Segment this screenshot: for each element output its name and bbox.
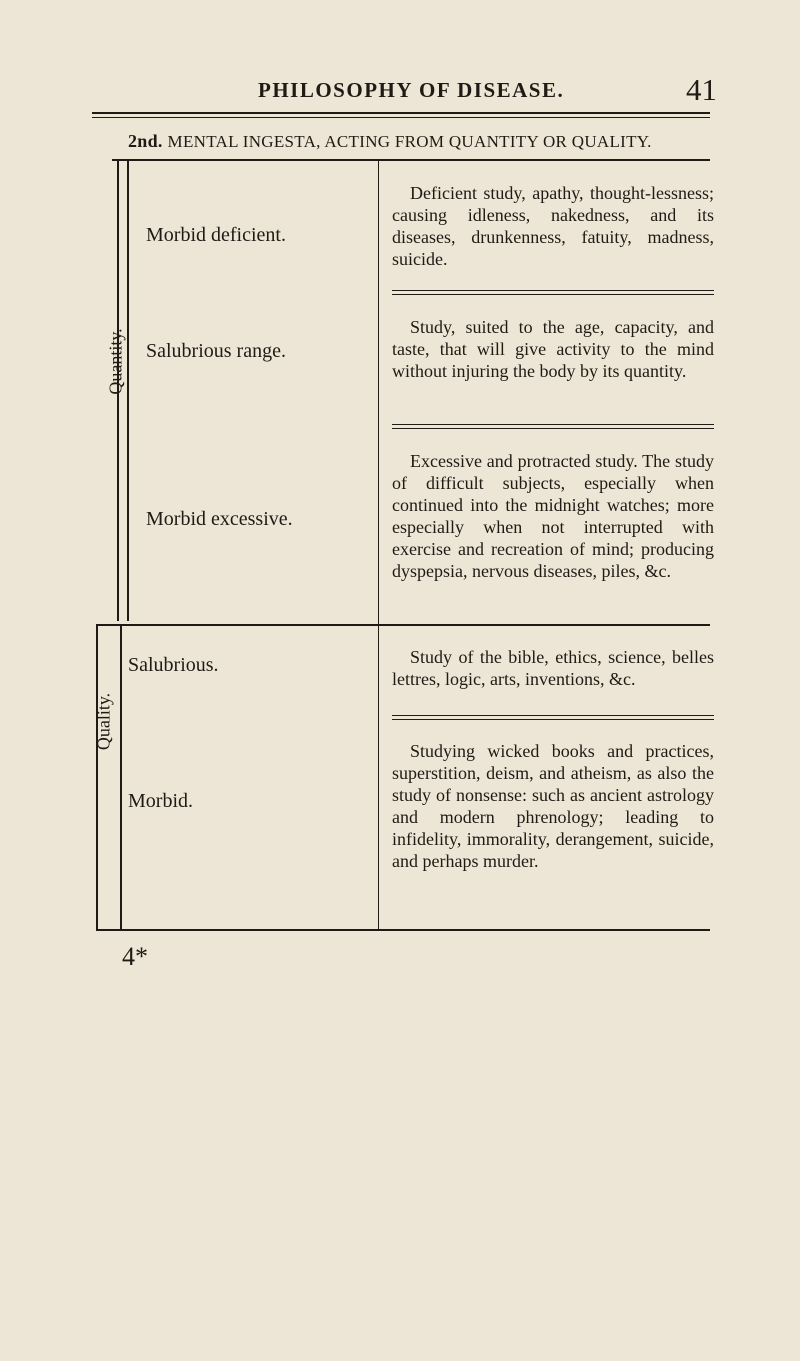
page-number: 41: [686, 72, 717, 107]
description-morbid: Studying wicked books and practices, superstition, deism, and atheism, as also the study of nonsense: such as ancient astrology and modern phrenology; leading to infidelity, immorality, derangement, suicide, and perhaps murder.: [392, 741, 714, 871]
quality-group-label: Quality.: [93, 692, 114, 751]
row-label-morbid-deficient: Morbid deficient.: [146, 224, 286, 246]
table-bottom-rule: [96, 929, 710, 931]
row-label-salubrious-range: Salubrious range.: [146, 340, 286, 362]
quality-bracket-line: [96, 626, 98, 930]
signature-mark: 4*: [122, 942, 148, 971]
row-separator: [392, 719, 714, 720]
row-separator: [392, 428, 714, 429]
section-subtitle: [128, 131, 652, 152]
header-rule-thick: [92, 112, 710, 114]
column-divider-line: [378, 161, 379, 929]
running-head: [0, 72, 800, 108]
quantity-group-label: Quantity.: [105, 328, 126, 395]
header-rule-thin: [92, 117, 710, 118]
row-separator: [392, 424, 714, 425]
row-separator: [392, 294, 714, 295]
description-salubrious-range: Study, suited to the age, capacity, and taste, that will give activity to the mind without injuring the body by its quantity.: [392, 317, 714, 381]
quantity-divider-line: [127, 161, 129, 621]
group-separator-rule: [96, 624, 710, 626]
section-number: 2nd.: [128, 131, 163, 151]
table-top-rule: [112, 159, 710, 161]
running-title: PHILOSOPHY OF DISEASE.: [258, 78, 565, 102]
row-label-morbid-excessive: Morbid excessive.: [146, 508, 293, 530]
row-label-morbid: Morbid.: [128, 790, 193, 812]
quality-divider-line: [120, 626, 122, 930]
description-morbid-excessive: Excessive and protracted study. The study of difficult subjects, especially when continued into the midnight watches; more especially when not interrupted with exercise and recreation of mind; producing dyspepsia, nervous diseases, piles, &c.: [392, 451, 714, 581]
description-morbid-deficient: Deficient study, apathy, thought-lessness; causing idleness, nakedness, and its diseases, drunkenness, fatuity, madness, suicide.: [392, 183, 714, 269]
row-separator: [392, 290, 714, 291]
row-separator: [392, 715, 714, 716]
description-salubrious: Study of the bible, ethics, science, belles lettres, logic, arts, inventions, &c.: [392, 647, 714, 689]
section-title: MENTAL INGESTA, ACTING FROM QUANTITY OR QUALITY.: [167, 132, 652, 151]
row-label-salubrious: Salubrious.: [128, 654, 219, 676]
